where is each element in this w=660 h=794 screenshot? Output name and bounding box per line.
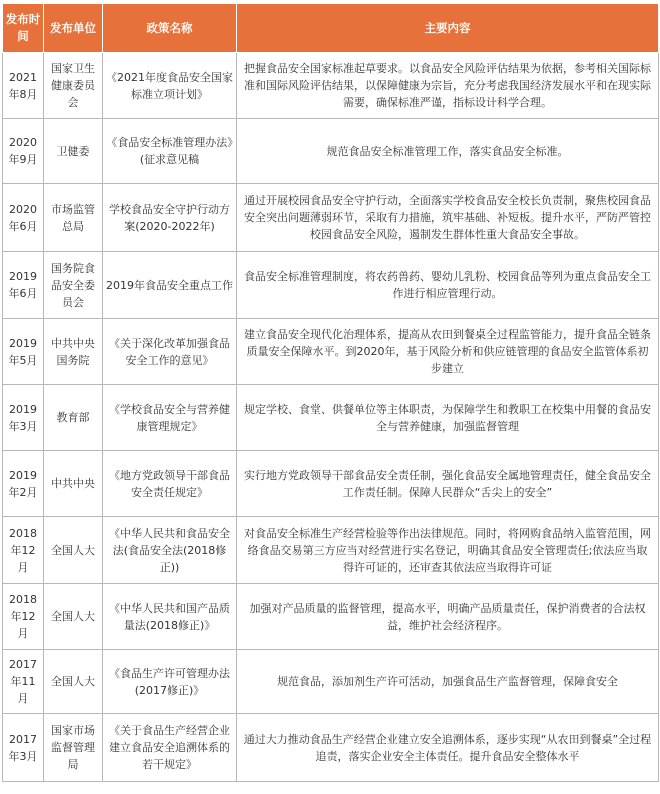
- table-row: [3, 451, 659, 517]
- header-content: 主要内容: [237, 4, 659, 53]
- table-row: [3, 517, 659, 584]
- cell-time: 2020年9月: [3, 119, 44, 184]
- cell-content: 实行地方党政领导干部食品安全责任制，强化食品安全属地管理责任，健全食品安全工作责任制。保障人民群众“舌尖上的安全”: [237, 451, 659, 517]
- cell-name: 《学校食品安全与营养健康管理规定》: [103, 385, 237, 451]
- table-row: [3, 714, 659, 782]
- cell-issuer: 国务院食品安全委员会: [44, 252, 103, 319]
- cell-issuer: 卫健委: [44, 119, 103, 184]
- cell-name: 《关于深化改革加强食品安全工作的意见》: [103, 319, 237, 385]
- cell-name: 《2021年度食品安全国家标准立项计划》: [103, 53, 237, 119]
- cell-time: 2017年3月: [3, 714, 44, 782]
- header-row: [3, 4, 659, 53]
- cell-name: 《地方党政领导干部食品安全责任规定》: [103, 451, 237, 517]
- cell-name: 《中华人民共和国产品质量法(2018修正)》: [103, 584, 237, 650]
- table-row: [3, 584, 659, 650]
- cell-issuer: 全国人大: [44, 650, 103, 714]
- cell-name: 《食品安全标准管理办法》(征求意见稿: [103, 119, 237, 184]
- cell-content: 建立食品安全现代化治理体系，提高从农田到餐桌全过程监管能力，提升食品全链条质量安全保障水平。到2020年，基于风险分析和供应链管理的食品安全监管体系初步建立: [237, 319, 659, 385]
- table-row: [3, 319, 659, 385]
- cell-time: 2018年12月: [3, 517, 44, 584]
- cell-content: 对食品安全标准生产经营检验等作出法律规范。同时，将网购食品纳入监管范围，网络食品交易第三方应当对经营进行实名登记，明确其食品安全管理责任;依法应当取得许可证的，还审查其依法应当取得许可证: [237, 517, 659, 584]
- policy-table: [2, 3, 659, 782]
- cell-time: 2020年6月: [3, 184, 44, 252]
- cell-time: 2021年8月: [3, 53, 44, 119]
- cell-name: 2019年食品安全重点工作: [103, 252, 237, 319]
- cell-time: 2019年6月: [3, 252, 44, 319]
- cell-time: 2019年2月: [3, 451, 44, 517]
- cell-time: 2019年5月: [3, 319, 44, 385]
- cell-issuer: 中共中央国务院: [44, 319, 103, 385]
- cell-issuer: 国家市场监督管理局: [44, 714, 103, 782]
- cell-name: 《中华人民共和食品安全法(食品安全法(2018修正)): [103, 517, 237, 584]
- cell-content: 食品安全标准管理制度，将农药兽药、婴幼儿乳粉、校园食品等列为重点食品安全工作进行相应管理行动。: [237, 252, 659, 319]
- cell-content: 把握食品安全国家标准起草要求。以食品安全风险评估结果为依据，参考相关国际标准和国际风险评估结果，以保障健康为宗旨，充分考虑我国经济发展水平和在现实际需要，确保标准严谨，指标设计科学合理。: [237, 53, 659, 119]
- header-name: 政策名称: [103, 4, 237, 53]
- cell-time: 2017年11月: [3, 650, 44, 714]
- cell-content: 规范食品，添加剂生产许可活动，加强食品生产监督管理，保障食安全: [237, 650, 659, 714]
- table-row: [3, 385, 659, 451]
- table-row: [3, 119, 659, 184]
- cell-content: 通过开展校园食品安全守护行动，全面落实学校食品安全校长负责制，聚焦校园食品安全突出问题薄弱环节，采取有力措施，筑牢基础、补短板。提升水平，严防严管控校园食品安全风险，遏制发生群体性重大食品安全事故。: [237, 184, 659, 252]
- table-row: [3, 252, 659, 319]
- cell-content: 通过大力推动食品生产经营企业建立安全追溯体系，逐步实现“从农田到餐桌”全过程追责，落实企业安全主体责任。提升食品安全整体水平: [237, 714, 659, 782]
- cell-time: 2019年3月: [3, 385, 44, 451]
- cell-issuer: 市场监管总局: [44, 184, 103, 252]
- cell-name: 《关于食品生产经营企业建立食品安全追溯体系的若干规定》: [103, 714, 237, 782]
- cell-name: 学校食品安全守护行动方案(2020-2022年): [103, 184, 237, 252]
- table-row: [3, 53, 659, 119]
- cell-issuer: 中共中央: [44, 451, 103, 517]
- cell-content: 加强对产品质量的监督管理，提高水平，明确产品质量责任，保护消费者的合法权益，维护社会经济程序。: [237, 584, 659, 650]
- header-time: 发布时间: [3, 4, 44, 53]
- header-issuer: 发布单位: [44, 4, 103, 53]
- cell-issuer: 国家卫生健康委员会: [44, 53, 103, 119]
- cell-name: 《食品生产许可管理办法(2017修正)》: [103, 650, 237, 714]
- cell-content: 规范食品安全标准管理工作，落实食品安全标准。: [237, 119, 659, 184]
- cell-time: 2018年12月: [3, 584, 44, 650]
- cell-issuer: 全国人大: [44, 517, 103, 584]
- table-row: [3, 650, 659, 714]
- table-row: [3, 184, 659, 252]
- policy-table-page: [0, 3, 660, 794]
- cell-issuer: 全国人大: [44, 584, 103, 650]
- cell-issuer: 教育部: [44, 385, 103, 451]
- cell-content: 规定学校、食堂、供餐单位等主体职责，为保障学生和教职工在校集中用餐的食品安全与营养健康，加强监督管理: [237, 385, 659, 451]
